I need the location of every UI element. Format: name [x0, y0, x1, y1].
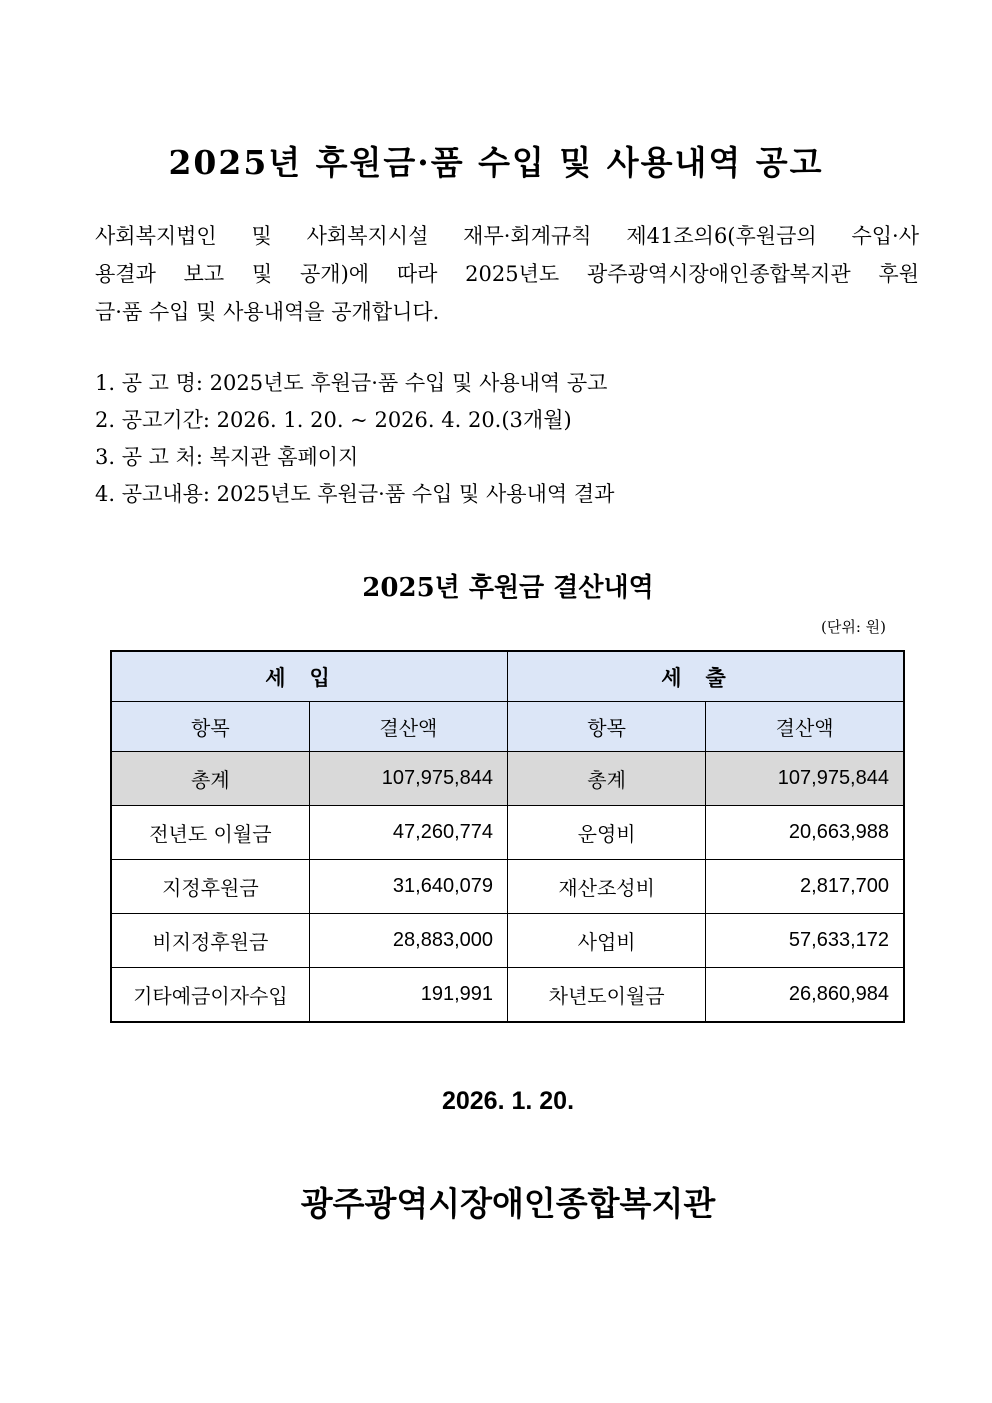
income-header: 세입 — [111, 651, 508, 702]
expense-amount: 26,860,984 — [706, 968, 904, 1023]
income-item: 지정후원금 — [111, 860, 309, 914]
expense-item: 운영비 — [508, 806, 706, 860]
income-amount-col-header: 결산액 — [309, 702, 507, 752]
table-row — [111, 860, 904, 914]
intro-line: 사회복지법인 및 사회복지시설 재무·회계규칙 제41조의6(후원금의 수입·사 — [95, 224, 919, 248]
expense-item: 총계 — [508, 752, 706, 806]
income-item: 총계 — [111, 752, 309, 806]
organization-name: 광주광역시장애인종합복지관 — [300, 1184, 716, 1223]
income-item: 비지정후원금 — [111, 914, 309, 968]
announcement-date: 2026. 1. 20. — [441, 1087, 575, 1115]
unit-label: (단위: 원) — [821, 618, 886, 636]
income-amount: 31,640,079 — [309, 860, 507, 914]
expense-item-col-header: 항목 — [508, 702, 706, 752]
notice-item-place: 3. 공 고 처: 복지관 홈페이지 — [95, 445, 359, 469]
document-title: 2025년 후원금·품 수입 및 사용내역 공고 — [168, 143, 824, 182]
notice-item-content: 4. 공고내용: 2025년도 후원금·품 수입 및 사용내역 결과 — [95, 482, 615, 506]
intro-paragraph — [95, 217, 919, 331]
intro-line: 금·품 수입 및 사용내역을 공개합니다. — [95, 300, 440, 324]
expense-amount: 20,663,988 — [706, 806, 904, 860]
income-item: 전년도 이월금 — [111, 806, 309, 860]
section-title: 2025년 후원금 결산내역 — [362, 573, 654, 603]
income-amount: 191,991 — [309, 968, 507, 1023]
expense-amount-col-header: 결산액 — [706, 702, 904, 752]
expense-amount: 57,633,172 — [706, 914, 904, 968]
expense-amount: 2,817,700 — [706, 860, 904, 914]
notice-item-period: 2. 공고기간: 2026. 1. 20. ~ 2026. 4. 20.(3개월) — [95, 408, 572, 432]
intro-line: 용결과 보고 및 공개)에 따라 2025년도 광주광역시장애인종합복지관 후원 — [95, 262, 919, 286]
table-row — [111, 914, 904, 968]
table-header-row — [111, 651, 904, 702]
expense-header: 세출 — [508, 651, 905, 702]
income-amount: 28,883,000 — [309, 914, 507, 968]
notice-item-name: 1. 공 고 명: 2025년도 후원금·품 수입 및 사용내역 공고 — [95, 371, 608, 395]
income-amount: 47,260,774 — [309, 806, 507, 860]
total-row — [111, 752, 904, 806]
income-item: 기타예금이자수입 — [111, 968, 309, 1023]
expense-item: 사업비 — [508, 914, 706, 968]
table-row — [111, 806, 904, 860]
income-amount: 107,975,844 — [309, 752, 507, 806]
income-item-col-header: 항목 — [111, 702, 309, 752]
budget-table — [110, 650, 905, 1023]
expense-amount: 107,975,844 — [706, 752, 904, 806]
table-row — [111, 968, 904, 1023]
table-subheader-row — [111, 702, 904, 752]
expense-item: 차년도이월금 — [508, 968, 706, 1023]
notice-list — [95, 365, 614, 513]
expense-item: 재산조성비 — [508, 860, 706, 914]
